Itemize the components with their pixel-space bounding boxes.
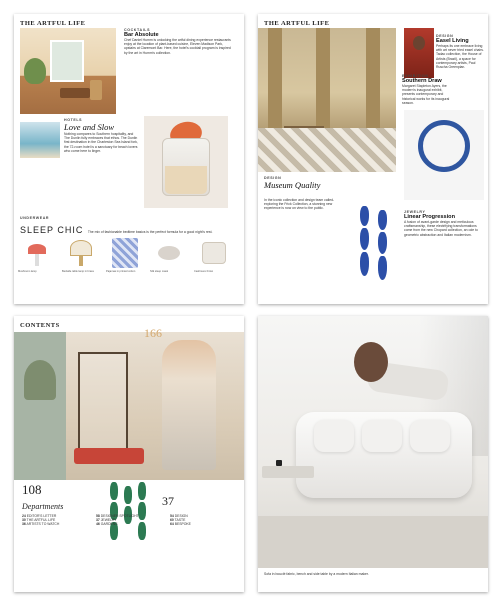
- article-kicker: HOTELS: [64, 118, 83, 122]
- article-kicker: DESIGN: [436, 34, 454, 38]
- museum-hall-photo: [258, 28, 396, 172]
- article-body: A fusion of avant-garde design and meticulous craftsmanship, these electrifying transformations come from the new Chopard collection, an ode to geometric abstraction and Italian modernism.: [404, 220, 478, 237]
- product-item: [106, 238, 142, 273]
- love-and-slow-article: [64, 118, 140, 153]
- list-item[interactable]: 60 TASTE: [170, 518, 186, 523]
- article-title: Bar Absolute: [124, 32, 159, 38]
- photo-credits: Sofa in bouclé fabric, bench and side table by a modern Italian maker.: [264, 572, 369, 576]
- product-caption: Pajamas in printed cotton: [106, 270, 136, 273]
- section-kicker: UNDERWEAR: [20, 216, 50, 220]
- departments-column: [22, 514, 92, 527]
- list-item[interactable]: 64 BESPOKE: [170, 522, 191, 527]
- section-title: SLEEP CHIC: [20, 225, 84, 235]
- page-number-37: 37: [162, 494, 174, 508]
- list-item[interactable]: 58 DESIGNER SPOTLIGHT: [96, 514, 139, 518]
- cocktail-photo: [144, 116, 228, 208]
- earrings-photo: [350, 202, 398, 292]
- article-kicker: JEWELRY: [404, 210, 426, 214]
- departments-title: Departments: [22, 502, 64, 511]
- museum-quality-heading: [264, 176, 344, 190]
- magazine-page-sofa-ad: [258, 316, 488, 592]
- departments-column: [96, 514, 166, 527]
- article-kicker: DESIGN: [264, 176, 282, 180]
- product-caption: Mushroom lamp: [18, 270, 37, 273]
- article-title: Easel Living: [436, 38, 469, 44]
- running-header: THE ARTFUL LIFE: [20, 20, 86, 27]
- magazine-page-artful-life-1: [14, 14, 244, 304]
- section-tagline: The mix of fashionable bedtime basics is the perfect formula for a good night's rest.: [87, 230, 213, 234]
- interior-photo: [20, 28, 116, 114]
- article-body: Margaret Stapleton Ayers, the modern's inaugural exhibit, presents contemporary and historical works for its inaugural season.: [402, 84, 450, 105]
- museum-quality-body: In the iconic collection and design team called-exploring the Frick Collection, a stunning new experience is now on view to the public.: [264, 198, 335, 211]
- magazine-page-contents: [14, 316, 244, 592]
- magazine-page-artful-life-2: [258, 14, 488, 304]
- sofa-lifestyle-photo: [258, 316, 488, 568]
- easel-living-article: [436, 34, 484, 69]
- article-title: Love and Slow: [64, 122, 115, 132]
- list-item[interactable]: 54 DESIGN: [170, 514, 188, 518]
- article-kicker: COCKTAILS: [124, 28, 151, 32]
- article-title: Linear Progression: [404, 214, 455, 220]
- running-header: CONTENTS: [20, 322, 60, 329]
- article-body: Chef Daniel Humm is unlocking the artful dining experience restaurants enjoy at the location of plant-based cuisine, Eleven Madison Park, upstairs at Claremont Bar. Here, the hotel's cocktail program is inspired by the art in Humm's collection.: [124, 38, 231, 55]
- artist-portrait-photo: [404, 28, 434, 78]
- article-title: Museum Quality: [264, 180, 321, 190]
- article-title: Southern Draw: [402, 78, 442, 84]
- running-header: THE ARTFUL LIFE: [264, 20, 330, 27]
- product-item: [194, 238, 230, 273]
- list-item[interactable]: 24 EDITOR'S LETTER: [22, 514, 57, 518]
- page-number-108: 108: [22, 482, 42, 497]
- list-item[interactable]: 36 ARTISTS TO WATCH: [22, 522, 60, 527]
- beaded-jewelry-photo: [104, 482, 160, 542]
- bar-absolute-article: [124, 28, 234, 55]
- product-caption: Cashmere throw: [194, 270, 214, 273]
- list-item[interactable]: 30 THE ARTFUL LIFE: [22, 518, 56, 523]
- list-item[interactable]: 46 GARDENS: [96, 522, 118, 527]
- product-caption: Bedside table lamp in brass: [62, 270, 94, 273]
- jewelry-photo: [404, 110, 484, 200]
- contents-interior-photo: [14, 332, 244, 480]
- departments-column: [170, 514, 240, 527]
- product-item: [18, 238, 54, 273]
- product-item: [150, 238, 186, 273]
- list-item[interactable]: 37 JEWELRY: [96, 518, 117, 523]
- page-number-166: 166: [144, 326, 162, 340]
- sleep-chic-section: [20, 216, 238, 238]
- product-item: [62, 238, 98, 273]
- product-row: [20, 238, 238, 278]
- article-kicker: EXHIBITION: [402, 74, 429, 78]
- product-caption: Silk sleep mask: [150, 270, 169, 273]
- article-body: Nothing compares to Southern hospitality, and The Dunlin fully embraces that ethos. The Dunlin first destination in the Charleston Sea Island fork, the 72-room hotel is a sanctuary for beach lovers who come here to linger.: [64, 132, 138, 153]
- article-body: Perhaps its one embrace living with art never tried easel chairs. Tadao collection, the House of Artists (Brazil), a space for contemporary artists, Paul Ruscha Greenplan.: [436, 44, 484, 70]
- pool-photo: [20, 122, 60, 158]
- southern-draw-article: [402, 74, 452, 105]
- linear-progression-article: [404, 210, 484, 237]
